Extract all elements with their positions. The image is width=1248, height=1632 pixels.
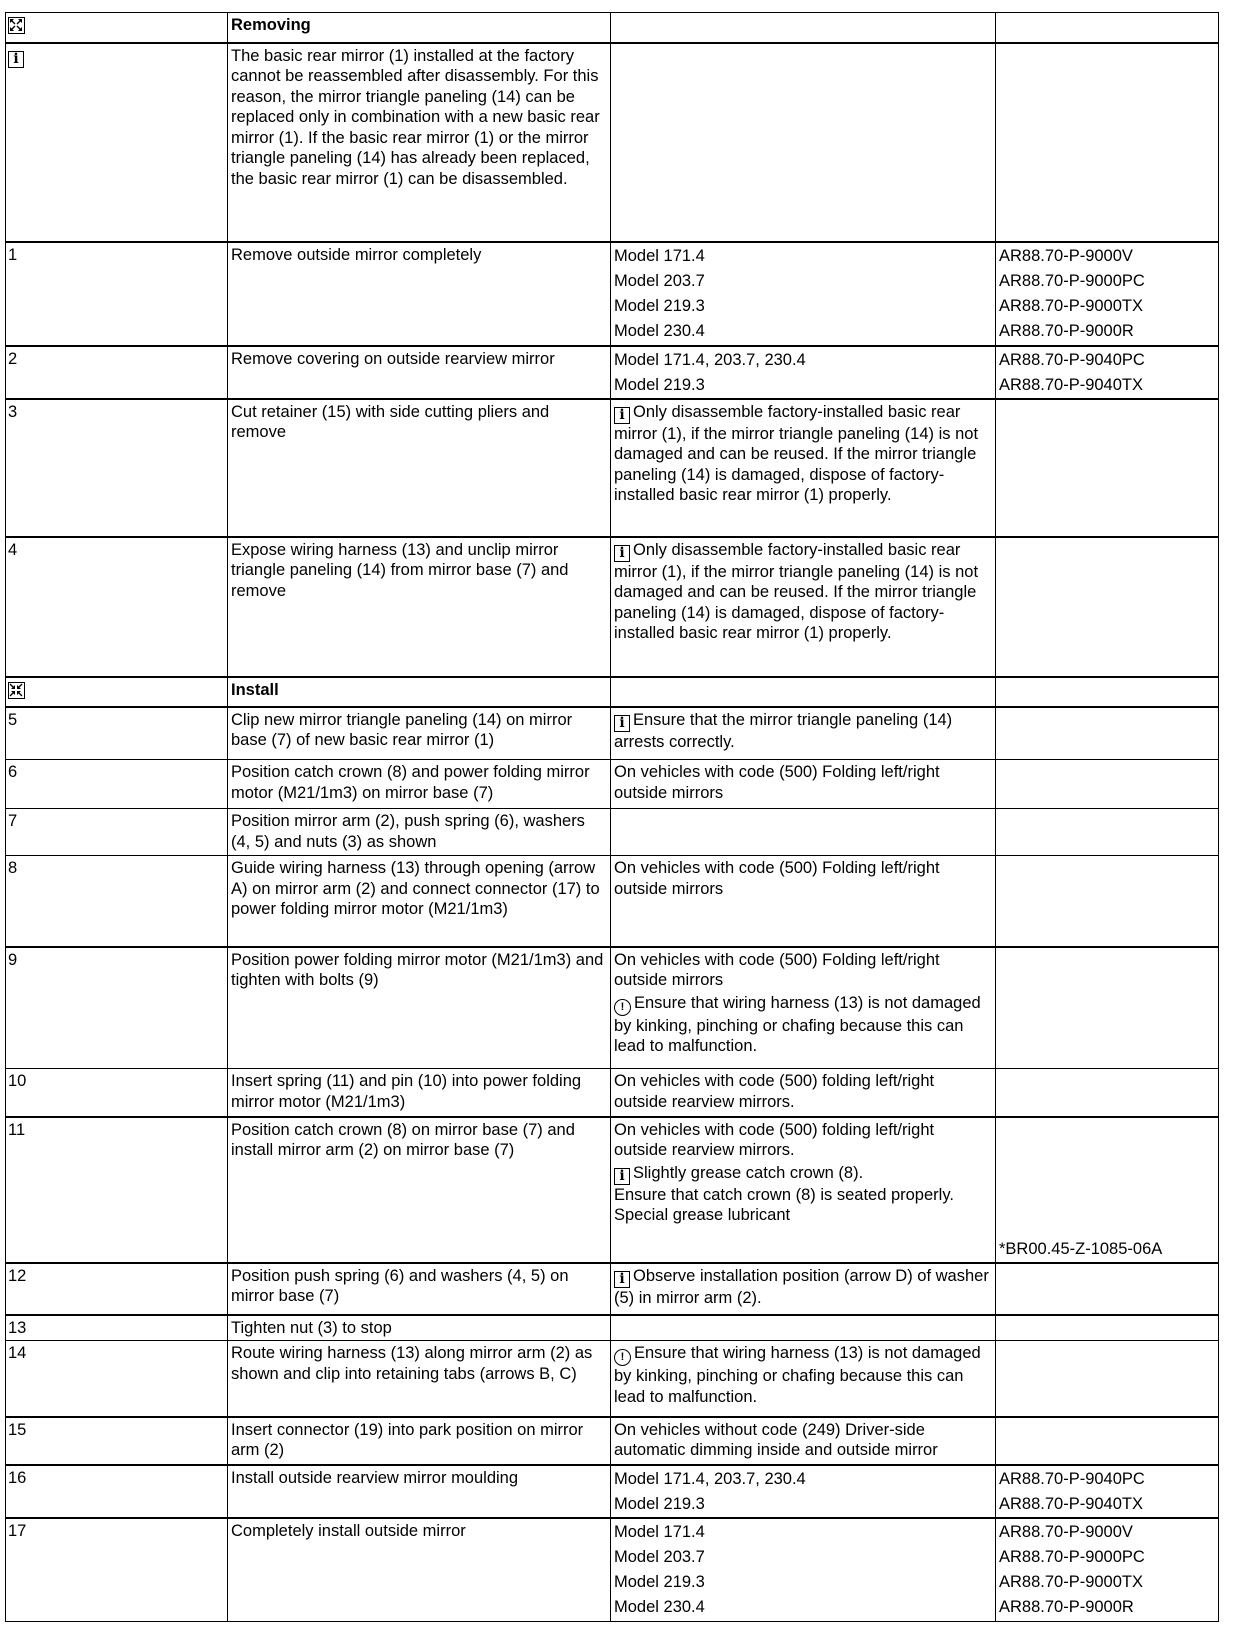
description-cell	[228, 856, 611, 947]
step-cell	[6, 1069, 228, 1117]
step-cell	[6, 809, 228, 856]
step-number: 11	[8, 1120, 26, 1139]
notes-cell	[611, 399, 996, 537]
note-text	[614, 402, 991, 506]
step-description: Tighten nut (3) to stop	[231, 1318, 392, 1337]
step-description: Removing	[231, 16, 311, 34]
description-cell	[228, 809, 611, 856]
step-number: 9	[8, 950, 18, 969]
note-text-content: On vehicles without code (249) Driver-side automatic dimming inside and outside mirror	[614, 1420, 938, 1459]
reference-cell	[996, 947, 1219, 1069]
notes-cell	[611, 1518, 996, 1622]
notes-cell	[611, 13, 996, 43]
notes-cell	[611, 677, 996, 707]
document-reference[interactable]: AR88.70-P-9000PC	[999, 271, 1145, 290]
notes-cell	[611, 1315, 996, 1341]
table-row	[6, 242, 1219, 346]
description-cell	[228, 399, 611, 537]
step-number: 12	[8, 1266, 27, 1285]
notes-cell	[611, 1341, 996, 1417]
info-icon: i	[8, 51, 24, 68]
note-text	[614, 1420, 991, 1461]
note-text-content: Ensure that wiring harness (13) is not damaged by kinking, pinching or chafing because this can lead to malfunction.	[614, 993, 981, 1055]
notes-cell	[611, 856, 996, 947]
document-reference[interactable]: AR88.70-P-9000TX	[999, 1572, 1143, 1591]
description-cell	[228, 1315, 611, 1341]
description-cell	[228, 13, 611, 43]
warning-icon: !	[614, 999, 631, 1016]
step-description: The basic rear mirror (1) installed at the factory cannot be reassembled after disassembly. For this reason, the mirror triangle paneling (14) can be replaced only in combination with a new basic rear mirror (1). If the basic rear mirror (1) or the mirror triangle paneling (14) has already been replaced, the basic rear mirror (1) can be disassembled.	[231, 46, 600, 188]
step-cell	[6, 856, 228, 947]
info-icon: i	[614, 1168, 630, 1185]
document-reference[interactable]: AR88.70-P-9000TX	[999, 296, 1143, 315]
step-cell	[6, 1341, 228, 1417]
table-row	[6, 1465, 1219, 1518]
step-cell	[6, 947, 228, 1069]
step-cell	[6, 1263, 228, 1315]
table-row	[6, 346, 1219, 399]
step-cell	[6, 399, 228, 537]
note-text	[614, 1266, 991, 1309]
step-description: Cut retainer (15) with side cutting pliers and remove	[231, 402, 550, 441]
reference-cell	[996, 1117, 1219, 1263]
step-description: Insert connector (19) into park position on mirror arm (2)	[231, 1420, 584, 1459]
notes-cell	[611, 43, 996, 242]
table-row	[6, 1518, 1219, 1622]
description-cell	[228, 1069, 611, 1117]
note-text	[614, 1071, 991, 1112]
reference-cell	[996, 1465, 1219, 1518]
reference-cell	[996, 1341, 1219, 1417]
note-text-content: Ensure that wiring harness (13) is not damaged by kinking, pinching or chafing because this can lead to malfunction.	[614, 1344, 981, 1406]
model-line: Model 219.3	[614, 375, 705, 394]
step-number: 15	[8, 1420, 27, 1439]
note-text-content: On vehicles with code (500) folding left/right outside rearview mirrors.	[614, 1120, 935, 1159]
reference-cell	[996, 809, 1219, 856]
step-cell	[6, 1417, 228, 1465]
step-description: Expose wiring harness (13) and unclip mirror triangle paneling (14) from mirror base (7) and remove	[231, 540, 569, 600]
document-reference[interactable]: AR88.70-P-9000PC	[999, 1547, 1145, 1566]
warning-icon: !	[614, 1349, 631, 1366]
note-text	[614, 1205, 991, 1226]
note-text	[614, 1343, 991, 1407]
step-description: Install	[231, 680, 279, 699]
note-text-content: Special grease lubricant	[614, 1206, 791, 1224]
model-line: Model 219.3	[614, 1572, 705, 1591]
model-line: Model 230.4	[614, 1597, 705, 1616]
notes-cell	[611, 1069, 996, 1117]
step-description: Insert spring (11) and pin (10) into power folding mirror motor (M21/1m3)	[231, 1072, 582, 1111]
step-cell	[6, 707, 228, 760]
step-number: 13	[8, 1318, 27, 1337]
reference-cell	[996, 1263, 1219, 1315]
info-icon: i	[614, 407, 630, 424]
note-text-content: Only disassemble factory-installed basic rear mirror (1), if the mirror triangle paneling (14) is not damaged and can be reused. If the mirror triangle paneling (14) is damaged, dispose of factory-installed basic rear mirror (1) properly.	[614, 540, 979, 642]
step-description: Remove outside mirror completely	[231, 245, 482, 264]
note-text-content: On vehicles with code (500) folding left/right outside rearview mirrors.	[614, 1072, 935, 1111]
note-text-content: Ensure that the mirror triangle paneling (14) arrests correctly.	[614, 710, 953, 751]
model-line: Model 171.4, 203.7, 230.4	[614, 1469, 806, 1488]
notes-cell	[611, 707, 996, 760]
note-text-content: On vehicles with code (500) Folding left/right outside mirrors	[614, 763, 940, 802]
step-description: Position mirror arm (2), push spring (6), washers (4, 5) and nuts (3) as shown	[231, 812, 585, 851]
table-row	[6, 1117, 1219, 1263]
description-cell	[228, 1518, 611, 1622]
notes-cell	[611, 1465, 996, 1518]
table-row	[6, 13, 1219, 43]
table-row	[6, 43, 1219, 242]
step-number: 8	[8, 859, 18, 877]
description-cell	[228, 707, 611, 760]
notes-cell	[611, 809, 996, 856]
step-cell	[6, 13, 228, 43]
note-text	[614, 858, 991, 899]
step-description: Position power folding mirror motor (M21/1m3) and tighten with bolts (9)	[231, 950, 604, 989]
step-description: Guide wiring harness (13) through opening (arrow A) on mirror arm (2) and connect connector (17) to power folding mirror motor (M21/1m3)	[231, 859, 600, 918]
step-description: Completely install outside mirror	[231, 1521, 466, 1540]
model-line: Model 219.3	[614, 296, 705, 315]
table-row	[6, 677, 1219, 707]
step-cell	[6, 760, 228, 809]
step-cell	[6, 1465, 228, 1518]
step-number: 14	[8, 1344, 27, 1362]
step-description: Position push spring (6) and washers (4, 5) on mirror base (7)	[231, 1266, 569, 1305]
description-cell	[228, 1263, 611, 1315]
table-row	[6, 537, 1219, 677]
step-number: 10	[8, 1072, 27, 1090]
info-icon: i	[614, 1271, 630, 1288]
step-cell	[6, 43, 228, 242]
step-number: 2	[8, 349, 18, 368]
install-step-icon	[8, 682, 25, 699]
document-reference[interactable]: *BR00.45-Z-1085-06A	[999, 1240, 1163, 1258]
note-text-content: Slightly grease catch crown (8).	[633, 1163, 864, 1182]
table-row	[6, 947, 1219, 1069]
step-number: 6	[8, 763, 18, 781]
model-line: Model 171.4	[614, 246, 705, 265]
reference-cell	[996, 677, 1219, 707]
model-line: Model 219.3	[614, 1494, 705, 1513]
step-cell	[6, 677, 228, 707]
notes-cell	[611, 242, 996, 346]
info-icon: i	[614, 715, 630, 732]
step-description: Position catch crown (8) and power folding mirror motor (M21/1m3) on mirror base (7)	[231, 763, 590, 802]
description-cell	[228, 346, 611, 399]
step-description: Position catch crown (8) on mirror base (7) and install mirror arm (2) on mirror base (7)	[231, 1120, 575, 1159]
table-row	[6, 856, 1219, 947]
reference-cell	[996, 399, 1219, 537]
table-row	[6, 1341, 1219, 1417]
reference-cell	[996, 1518, 1219, 1622]
table-row	[6, 399, 1219, 537]
step-cell	[6, 537, 228, 677]
notes-cell	[611, 760, 996, 809]
table-row	[6, 1315, 1219, 1341]
description-cell	[228, 43, 611, 242]
description-cell	[228, 677, 611, 707]
reference-cell	[996, 13, 1219, 43]
reference-cell	[996, 1315, 1219, 1341]
step-number: 16	[8, 1468, 27, 1487]
table-row	[6, 1417, 1219, 1465]
step-number: 3	[8, 402, 18, 421]
remove-step-icon	[8, 17, 25, 34]
table-row	[6, 707, 1219, 760]
reference-cell	[996, 43, 1219, 242]
step-cell	[6, 1315, 228, 1341]
step-description: Route wiring harness (13) along mirror arm (2) as shown and clip into retaining tabs (arrows B, C)	[231, 1344, 593, 1383]
description-cell	[228, 242, 611, 346]
step-cell	[6, 346, 228, 399]
step-number: 7	[8, 812, 18, 830]
notes-cell	[611, 346, 996, 399]
document-reference[interactable]: AR88.70-P-9040TX	[999, 375, 1143, 394]
reference-cell	[996, 707, 1219, 760]
note-text-content: On vehicles with code (500) Folding left/right outside mirrors	[614, 950, 940, 989]
notes-cell	[611, 1117, 996, 1263]
note-text	[614, 993, 991, 1057]
note-text	[614, 710, 991, 753]
table-row	[6, 1069, 1219, 1117]
description-cell	[228, 1465, 611, 1518]
model-line: Model 171.4, 203.7, 230.4	[614, 350, 806, 369]
step-number: 4	[8, 540, 18, 559]
step-number: 5	[8, 710, 18, 729]
note-text	[614, 950, 991, 991]
step-description: Remove covering on outside rearview mirror	[231, 349, 555, 368]
table-row	[6, 1263, 1219, 1315]
procedure-table	[5, 12, 1219, 1622]
model-line: Model 230.4	[614, 321, 705, 340]
step-number: 1	[8, 245, 18, 264]
step-description: Clip new mirror triangle paneling (14) on mirror base (7) of new basic rear mirror (1)	[231, 710, 573, 749]
table-row	[6, 809, 1219, 856]
step-cell	[6, 242, 228, 346]
step-description: Install outside rearview mirror moulding	[231, 1468, 519, 1487]
note-text	[614, 762, 991, 803]
document-reference[interactable]: AR88.70-P-9000V	[999, 1522, 1133, 1541]
description-cell	[228, 1341, 611, 1417]
notes-cell	[611, 947, 996, 1069]
description-cell	[228, 947, 611, 1069]
reference-cell	[996, 1417, 1219, 1465]
info-icon: i	[614, 545, 630, 562]
description-cell	[228, 1417, 611, 1465]
document-reference[interactable]: AR88.70-P-9000V	[999, 246, 1133, 265]
notes-cell	[611, 1417, 996, 1465]
reference-cell	[996, 242, 1219, 346]
note-text	[614, 1185, 991, 1206]
document-reference[interactable]: AR88.70-P-9040PC	[999, 350, 1145, 369]
note-text	[614, 540, 991, 644]
step-cell	[6, 1117, 228, 1263]
note-text-content: On vehicles with code (500) Folding left/right outside mirrors	[614, 859, 940, 898]
note-text-content: Only disassemble factory-installed basic rear mirror (1), if the mirror triangle paneling (14) is not damaged and can be reused. If the mirror triangle paneling (14) is damaged, dispose of factory-installed basic rear mirror (1) properly.	[614, 402, 979, 504]
note-text-content: Ensure that catch crown (8) is seated properly.	[614, 1185, 954, 1204]
step-cell	[6, 1518, 228, 1622]
model-line: Model 203.7	[614, 1547, 705, 1566]
document-reference[interactable]: AR88.70-P-9040PC	[999, 1469, 1145, 1488]
description-cell	[228, 760, 611, 809]
document-reference[interactable]: AR88.70-P-9000R	[999, 321, 1134, 340]
document-reference[interactable]: AR88.70-P-9000R	[999, 1597, 1134, 1616]
procedure-table-body	[6, 13, 1219, 1622]
reference-cell	[996, 856, 1219, 947]
notes-cell	[611, 537, 996, 677]
reference-cell	[996, 1069, 1219, 1117]
reference-cell	[996, 537, 1219, 677]
step-number: 17	[8, 1521, 27, 1540]
note-text	[614, 1163, 991, 1185]
note-text-content: Observe installation position (arrow D) of washer (5) in mirror arm (2).	[614, 1266, 989, 1307]
model-line: Model 171.4	[614, 1522, 705, 1541]
document-reference[interactable]: AR88.70-P-9040TX	[999, 1494, 1143, 1513]
notes-cell	[611, 1263, 996, 1315]
note-text	[614, 1120, 991, 1161]
model-line: Model 203.7	[614, 271, 705, 290]
description-cell	[228, 1117, 611, 1263]
reference-cell	[996, 760, 1219, 809]
description-cell	[228, 537, 611, 677]
reference-cell	[996, 346, 1219, 399]
table-row	[6, 760, 1219, 809]
